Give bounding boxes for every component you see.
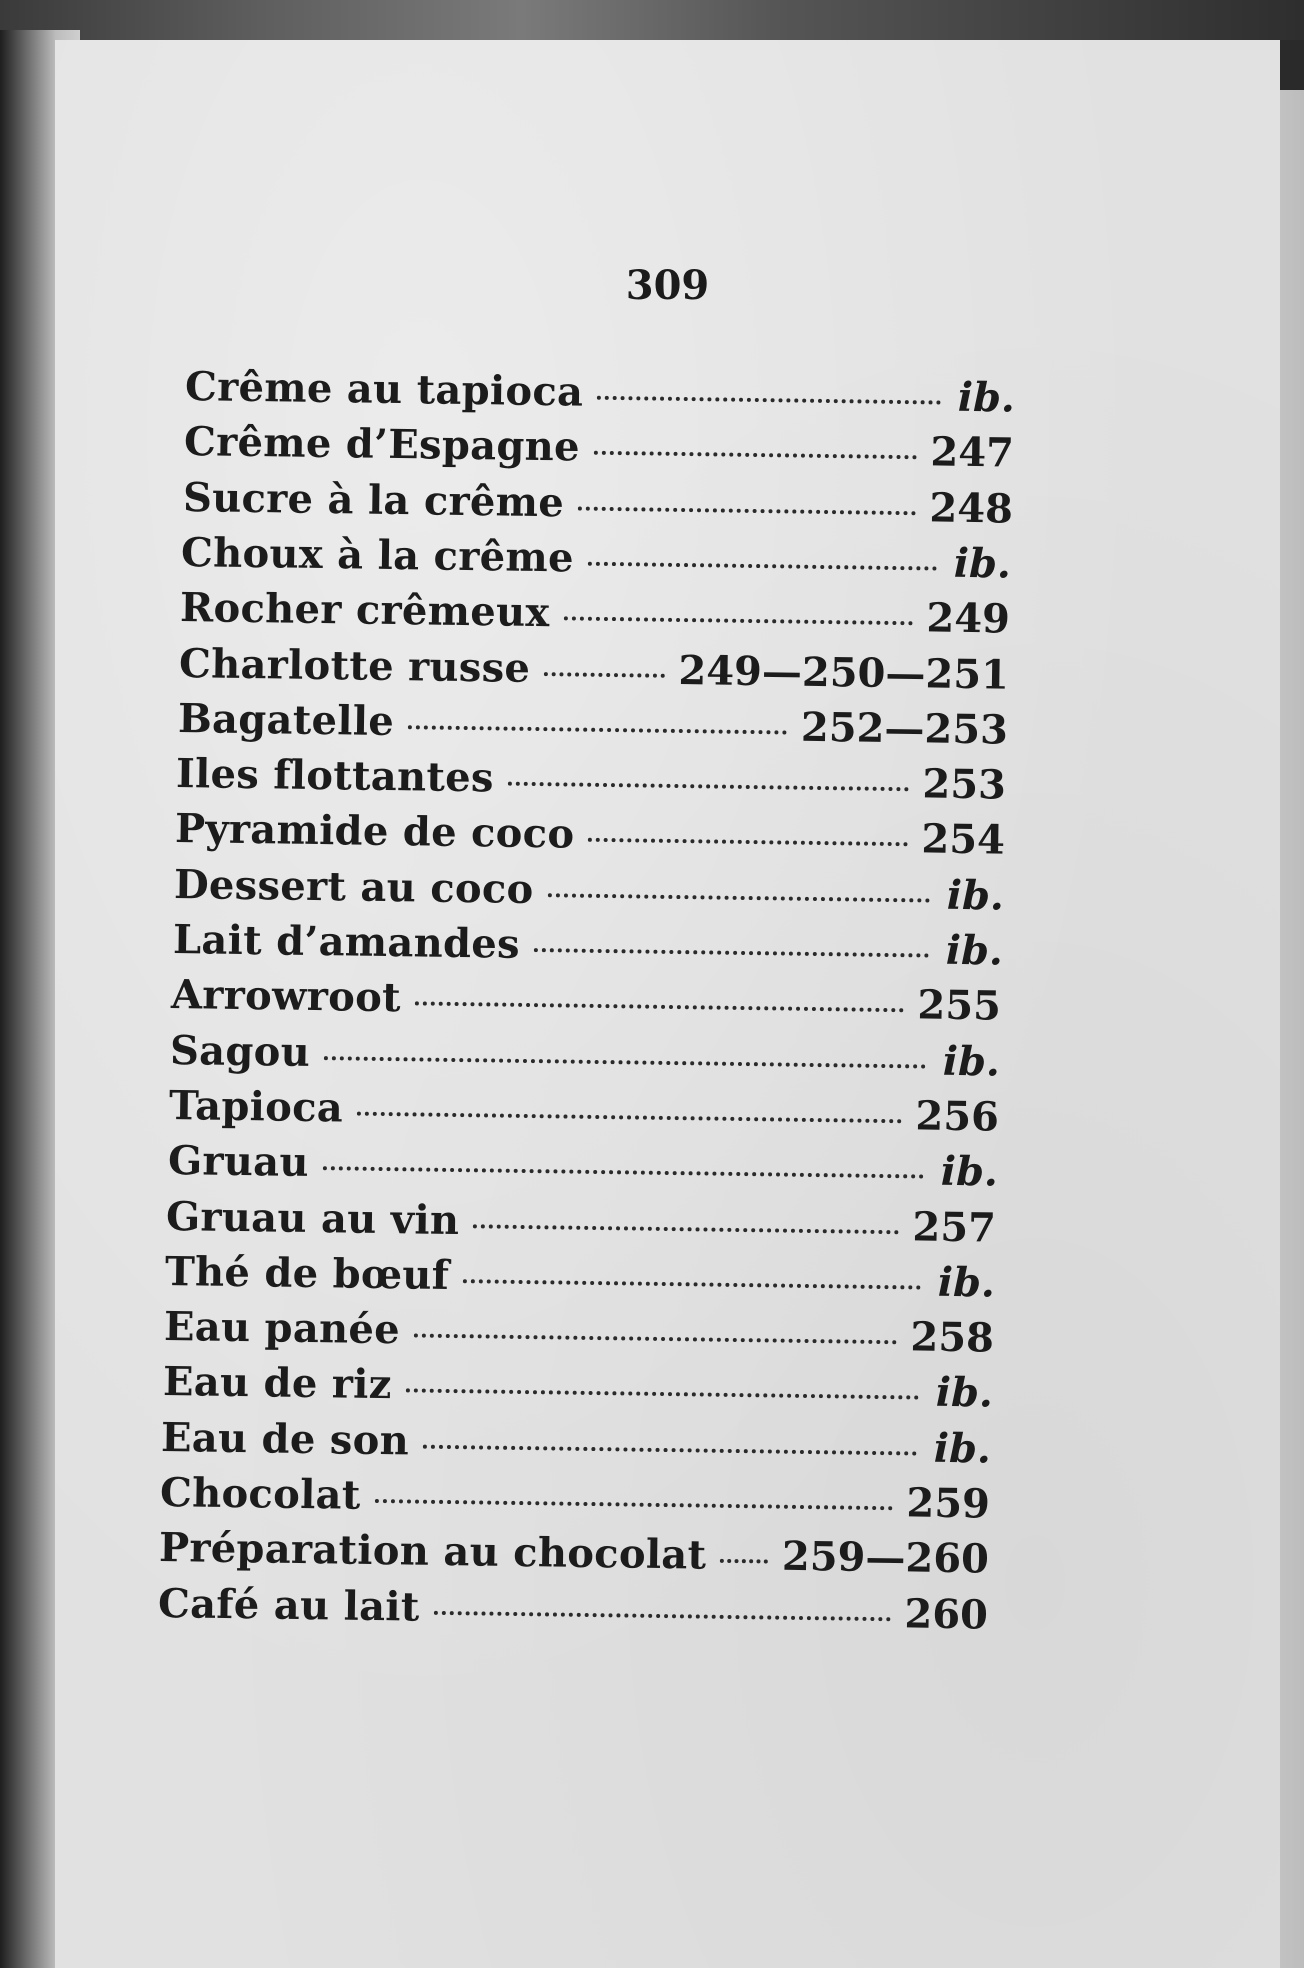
toc-entry (166, 1190, 997, 1256)
toc-entry-page: 252—253 (800, 703, 1008, 754)
toc-entry (165, 1245, 996, 1311)
dot-leader (547, 893, 929, 902)
toc-entry-page: 257 (912, 1202, 997, 1252)
toc-entry-page: ib. (945, 926, 1003, 975)
toc-entry-page: ib. (957, 373, 1016, 422)
toc-entry-page: 249—250—251 (677, 646, 1010, 699)
toc-entry-page: 253 (922, 760, 1007, 809)
toc-entry (183, 415, 1014, 481)
toc-entry (170, 1024, 1001, 1090)
toc-entry-title: Gruau au vin (165, 1192, 460, 1244)
toc-entry (182, 471, 1013, 537)
toc-entry (157, 1577, 988, 1643)
toc-entry-title: Eau de son (160, 1413, 410, 1465)
dot-leader (597, 396, 941, 405)
toc-entry-page: 259—260 (781, 1532, 990, 1583)
dot-leader (563, 617, 912, 626)
dot-leader (414, 1334, 897, 1345)
dot-leader (544, 672, 664, 678)
dot-leader (322, 1166, 923, 1178)
toc-entry-page: ib. (937, 1258, 996, 1307)
dot-leader (463, 1279, 921, 1289)
toc-entry-title: Sucre à la crême (182, 473, 564, 526)
toc-entry-page: 254 (921, 815, 1006, 864)
toc-entry (173, 858, 1004, 924)
toc-entry-page: 249 (926, 594, 1011, 643)
toc-entry-page: ib. (942, 1037, 1001, 1086)
toc-entry (172, 913, 1003, 979)
toc-entry-title: Café au lait (157, 1579, 420, 1631)
toc-entry (161, 1411, 992, 1477)
toc-entry-title: Sagou (169, 1026, 311, 1076)
toc-entry-title: Chocolat (159, 1469, 361, 1519)
toc-entry-page: 255 (917, 981, 1002, 1030)
book-page (55, 40, 1280, 1968)
dot-leader (508, 782, 909, 792)
toc-entry-title: Eau de riz (162, 1358, 392, 1409)
page-number: 309 (625, 262, 710, 309)
toc-entry-title: Iles flottantes (175, 750, 495, 802)
dot-leader (577, 506, 914, 515)
toc-entry (168, 1079, 999, 1145)
toc-entry-page: 248 (928, 484, 1013, 533)
toc-entry-page: ib. (953, 539, 1012, 588)
toc-entry-title: Thé de bœuf (164, 1247, 450, 1299)
toc-entry-title: Pyramide de coco (174, 805, 575, 858)
toc-entry (180, 581, 1011, 647)
toc-entry-title: Choux à la crême (180, 528, 575, 582)
toc-entry-page: ib. (940, 1147, 998, 1196)
toc-entry (171, 968, 1002, 1034)
dot-leader (405, 1389, 918, 1400)
dot-leader (473, 1224, 898, 1234)
toc-entry-title: Gruau (167, 1137, 309, 1187)
scan-top-border (0, 0, 1304, 40)
toc-entry-page: ib. (946, 871, 1005, 920)
toc-entry-page: ib. (935, 1369, 993, 1417)
dot-leader (324, 1056, 926, 1068)
dot-leader (423, 1444, 917, 1455)
toc-entry (158, 1521, 989, 1587)
toc-entry-title: Tapioca (168, 1081, 344, 1132)
toc-entry-title: Préparation au chocolat (158, 1524, 707, 1579)
toc-entry-title: Crême au tapioca (184, 363, 584, 416)
toc-entry (162, 1355, 993, 1421)
toc-entry (185, 360, 1016, 426)
toc-entry (160, 1466, 991, 1532)
toc-entry-title: Eau panée (163, 1303, 401, 1354)
toc-entry-title: Charlotte russe (178, 639, 531, 692)
toc-entry-title: Lait d’amandes (172, 916, 520, 968)
toc-entry-page: 258 (909, 1313, 995, 1362)
toc-entry (177, 692, 1008, 758)
toc-entry-title: Rocher crêmeux (179, 584, 550, 637)
dot-leader (533, 948, 928, 958)
dot-leader (407, 725, 786, 734)
toc-entry-page: 259 (906, 1479, 991, 1528)
toc-entry-title: Dessert au coco (173, 860, 534, 913)
dot-leader (415, 1002, 904, 1013)
dot-leader (588, 562, 937, 571)
toc-entry-page: ib. (933, 1424, 992, 1473)
toc-entry (175, 802, 1006, 868)
dot-leader (588, 838, 907, 846)
toc-entry-page: 256 (914, 1092, 1000, 1141)
toc-entry (181, 526, 1012, 592)
toc-entry-page: 260 (903, 1590, 988, 1639)
toc-entry-title: Crême d’Espagne (183, 418, 580, 471)
dot-leader (720, 1559, 768, 1564)
toc-entry-title: Arrowroot (170, 971, 402, 1022)
toc-entry-page: 247 (929, 428, 1015, 477)
dot-leader (593, 451, 916, 460)
dot-leader (357, 1112, 901, 1124)
toc-entry (167, 1134, 998, 1200)
toc-entry (178, 637, 1009, 703)
dot-leader (375, 1499, 893, 1510)
dot-leader (433, 1610, 890, 1620)
toc-entry-title: Bagatelle (177, 694, 394, 745)
